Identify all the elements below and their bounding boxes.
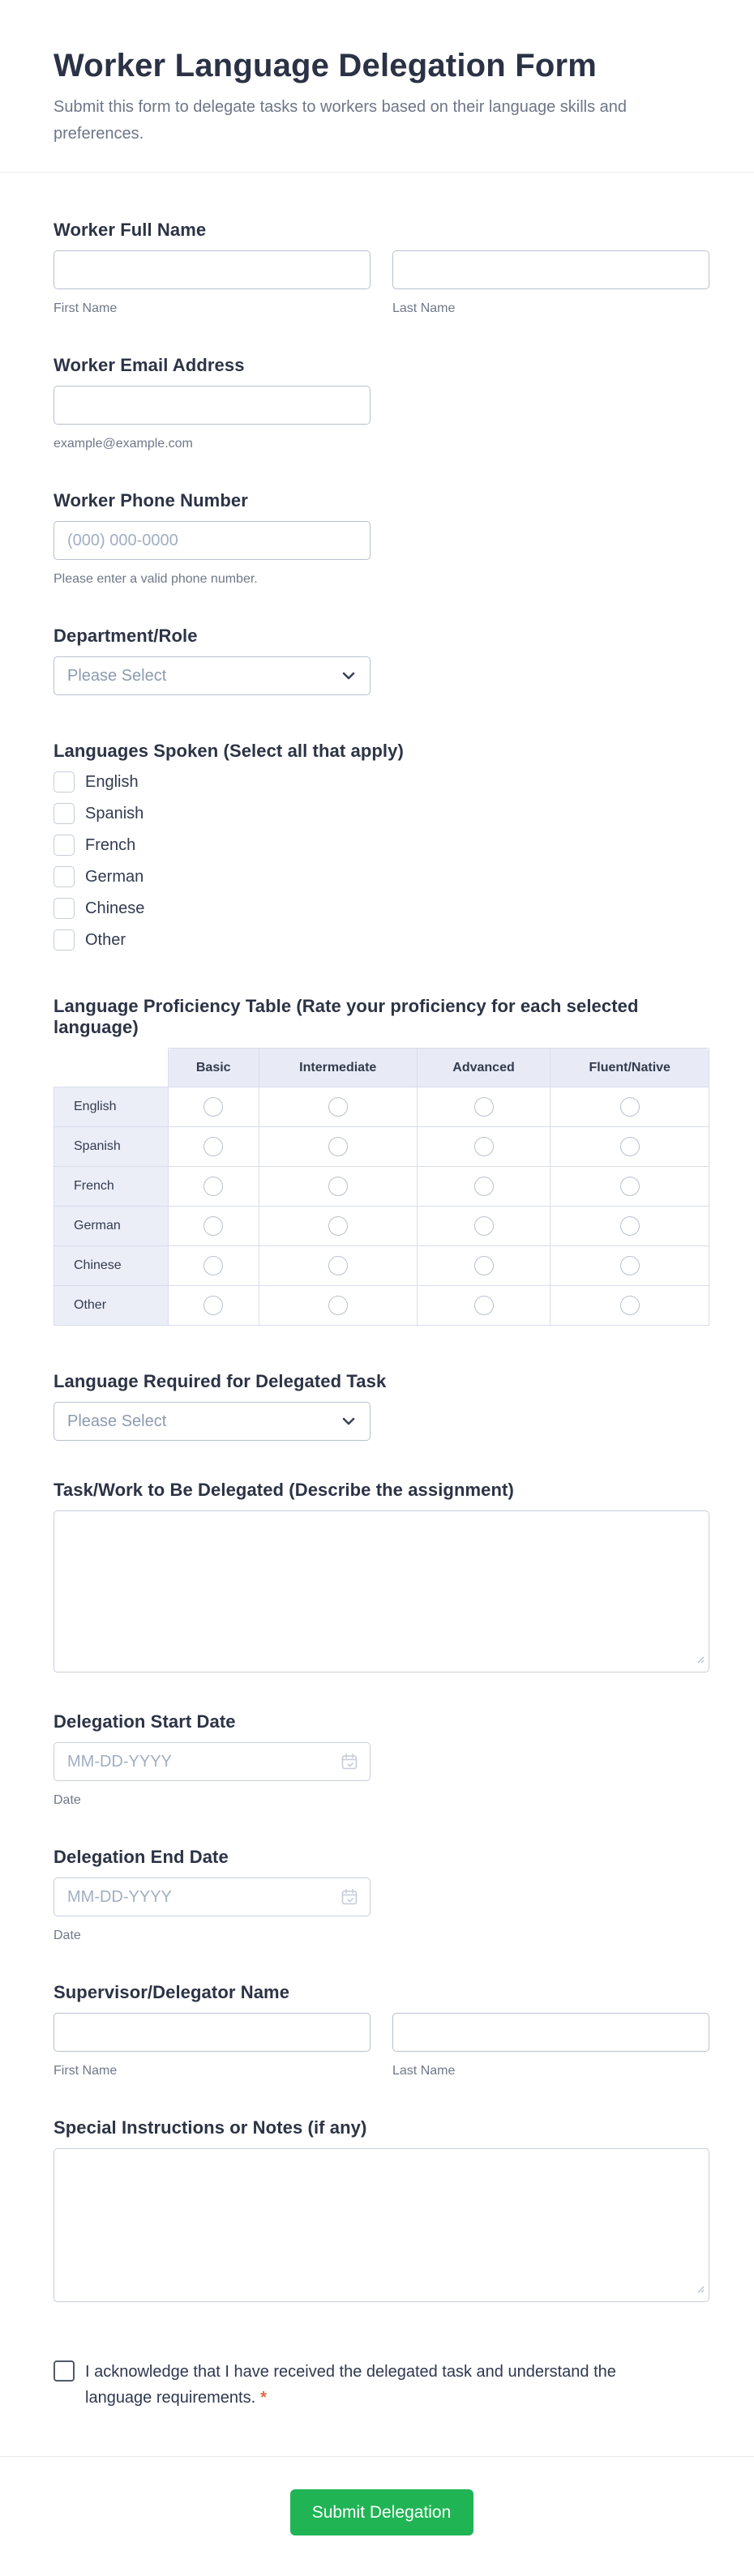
language-option-other[interactable] <box>54 929 709 951</box>
proficiency-radio[interactable] <box>328 1177 348 1196</box>
worker-full-name-label: Worker Full Name <box>54 220 207 240</box>
worker-phone-hint: Please enter a valid phone number. <box>54 572 258 586</box>
proficiency-radio[interactable] <box>328 1097 348 1117</box>
checkbox-icon[interactable] <box>54 898 75 919</box>
proficiency-radio[interactable] <box>474 1177 494 1196</box>
proficiency-radio[interactable] <box>474 1256 494 1275</box>
chevron-down-icon <box>341 1413 357 1429</box>
form-body <box>0 173 754 2411</box>
proficiency-radio[interactable] <box>203 1296 223 1315</box>
proficiency-radio[interactable] <box>203 1177 223 1196</box>
form-subtitle: Submit this form to delegate tasks to workers based on their language skills and preferences. <box>54 98 628 143</box>
resize-handle-icon[interactable] <box>695 2283 705 2297</box>
proficiency-table-label: Language Proficiency Table (Rate your proficiency for each selected language) <box>54 996 639 1037</box>
form-title: Worker Language Delegation Form <box>54 48 598 83</box>
matrix-row-header: Spanish <box>54 1127 169 1167</box>
matrix-row-header: German <box>54 1207 169 1246</box>
start-date-label: Delegation Start Date <box>54 1711 236 1732</box>
matrix-col-header: Fluent/Native <box>551 1049 709 1087</box>
proficiency-radio[interactable] <box>620 1177 640 1196</box>
worker-email-input[interactable] <box>54 386 371 425</box>
checkbox-icon[interactable] <box>54 929 75 951</box>
proficiency-radio[interactable] <box>474 1296 494 1315</box>
worker-phone-label: Worker Phone Number <box>54 490 248 511</box>
proficiency-radio[interactable] <box>620 1097 640 1117</box>
proficiency-radio[interactable] <box>203 1097 223 1117</box>
matrix-row-other <box>54 1286 709 1326</box>
field-end-date <box>54 1847 709 1943</box>
submit-button[interactable]: Submit Delegation <box>290 2489 473 2535</box>
field-worker-email <box>54 355 709 451</box>
language-option-german[interactable] <box>54 866 709 887</box>
proficiency-radio[interactable] <box>203 1137 223 1156</box>
language-option-english[interactable] <box>54 771 709 792</box>
proficiency-radio[interactable] <box>328 1137 348 1156</box>
calendar-icon[interactable] <box>340 1887 359 1911</box>
language-option-label: English <box>85 773 139 791</box>
proficiency-radio[interactable] <box>203 1256 223 1275</box>
special-instructions-label: Special Instructions or Notes (if any) <box>54 2117 367 2138</box>
proficiency-radio[interactable] <box>328 1256 348 1275</box>
checkbox-icon[interactable] <box>54 866 75 887</box>
supervisor-last-name-sublabel: Last Name <box>392 2064 456 2078</box>
department-select-value: Please Select <box>67 666 167 685</box>
acknowledgment-text <box>85 2359 653 2411</box>
language-option-label: Other <box>85 931 126 949</box>
checkbox-icon[interactable] <box>54 803 75 824</box>
field-special-instructions <box>54 2117 709 2302</box>
submit-row <box>54 2457 709 2535</box>
proficiency-radio[interactable] <box>328 1216 348 1236</box>
matrix-row-chinese <box>54 1246 709 1286</box>
proficiency-radio[interactable] <box>474 1137 494 1156</box>
calendar-icon[interactable] <box>340 1752 359 1775</box>
bottom-padding <box>0 2535 754 2576</box>
language-option-spanish[interactable] <box>54 803 709 824</box>
worker-first-name-sublabel: First Name <box>54 301 118 315</box>
language-option-label: German <box>85 868 144 886</box>
checkbox-icon[interactable] <box>54 771 75 792</box>
end-date-input[interactable] <box>54 1878 371 1916</box>
worker-first-name-input[interactable] <box>54 250 371 289</box>
end-date-sublabel: Date <box>54 1929 81 1942</box>
language-option-label: French <box>85 836 136 854</box>
end-date-label: Delegation End Date <box>54 1847 229 1867</box>
start-date-input[interactable] <box>54 1742 371 1781</box>
worker-last-name-sublabel: Last Name <box>392 301 456 315</box>
worker-email-hint: example@example.com <box>54 437 193 451</box>
proficiency-matrix <box>54 1048 709 1326</box>
proficiency-radio[interactable] <box>620 1296 640 1315</box>
supervisor-last-name-input[interactable] <box>392 2013 709 2052</box>
language-option-french[interactable] <box>54 835 709 856</box>
proficiency-radio[interactable] <box>203 1216 223 1236</box>
matrix-row-header: Other <box>54 1286 169 1326</box>
matrix-col-header: Intermediate <box>259 1049 417 1087</box>
field-required-language <box>54 1371 709 1441</box>
department-select[interactable] <box>54 656 371 695</box>
matrix-row-spanish <box>54 1127 709 1167</box>
field-start-date <box>54 1711 709 1808</box>
matrix-col-header: Basic <box>168 1049 259 1087</box>
field-task-description <box>54 1480 709 1672</box>
checkbox-icon[interactable] <box>54 835 75 856</box>
chevron-down-icon <box>341 668 357 684</box>
field-department <box>54 626 709 695</box>
matrix-row-french <box>54 1167 709 1207</box>
languages-spoken-label: Languages Spoken (Select all that apply) <box>54 741 404 761</box>
proficiency-radio[interactable] <box>328 1296 348 1315</box>
matrix-corner-cell <box>54 1049 169 1087</box>
resize-handle-icon[interactable] <box>695 1653 705 1668</box>
worker-email-label: Worker Email Address <box>54 355 245 375</box>
proficiency-radio[interactable] <box>474 1097 494 1117</box>
language-option-label: Chinese <box>85 899 145 917</box>
task-description-label: Task/Work to Be Delegated (Describe the assignment) <box>54 1480 514 1500</box>
supervisor-first-name-input[interactable] <box>54 2013 371 2052</box>
proficiency-radio[interactable] <box>474 1216 494 1236</box>
special-instructions-textarea[interactable] <box>54 2148 709 2302</box>
task-description-textarea[interactable] <box>54 1510 709 1672</box>
field-worker-phone <box>54 490 709 587</box>
supervisor-first-name-sublabel: First Name <box>54 2064 118 2078</box>
required-language-select[interactable] <box>54 1402 371 1441</box>
matrix-col-header: Advanced <box>417 1049 551 1087</box>
languages-checkbox-list <box>54 771 709 951</box>
field-worker-full-name <box>54 220 709 316</box>
matrix-row-german <box>54 1207 709 1246</box>
field-languages-spoken <box>54 741 709 951</box>
field-supervisor-name <box>54 1982 709 2078</box>
required-language-label: Language Required for Delegated Task <box>54 1371 387 1391</box>
matrix-row-header: Chinese <box>54 1246 169 1286</box>
required-marker: * <box>260 2389 267 2407</box>
start-date-sublabel: Date <box>54 1793 81 1807</box>
worker-phone-input[interactable] <box>54 521 371 560</box>
language-option-label: Spanish <box>85 805 144 822</box>
matrix-row-header: French <box>54 1167 169 1207</box>
proficiency-radio[interactable] <box>620 1216 640 1236</box>
acknowledgment-text-content: I acknowledge that I have received the delegated task and understand the language requirements. <box>85 2363 616 2407</box>
proficiency-radio[interactable] <box>620 1137 640 1156</box>
supervisor-name-label: Supervisor/Delegator Name <box>54 1982 290 2002</box>
form-header <box>0 0 754 147</box>
matrix-row-header: English <box>54 1087 169 1127</box>
acknowledgment-checkbox[interactable] <box>54 2360 75 2382</box>
language-option-chinese[interactable] <box>54 898 709 919</box>
proficiency-radio[interactable] <box>620 1256 640 1275</box>
worker-last-name-input[interactable] <box>392 250 709 289</box>
required-language-select-value: Please Select <box>67 1412 167 1430</box>
matrix-row-english <box>54 1087 709 1127</box>
field-proficiency-table <box>54 996 709 1326</box>
acknowledgment-row[interactable] <box>54 2359 709 2411</box>
department-label: Department/Role <box>54 626 198 646</box>
